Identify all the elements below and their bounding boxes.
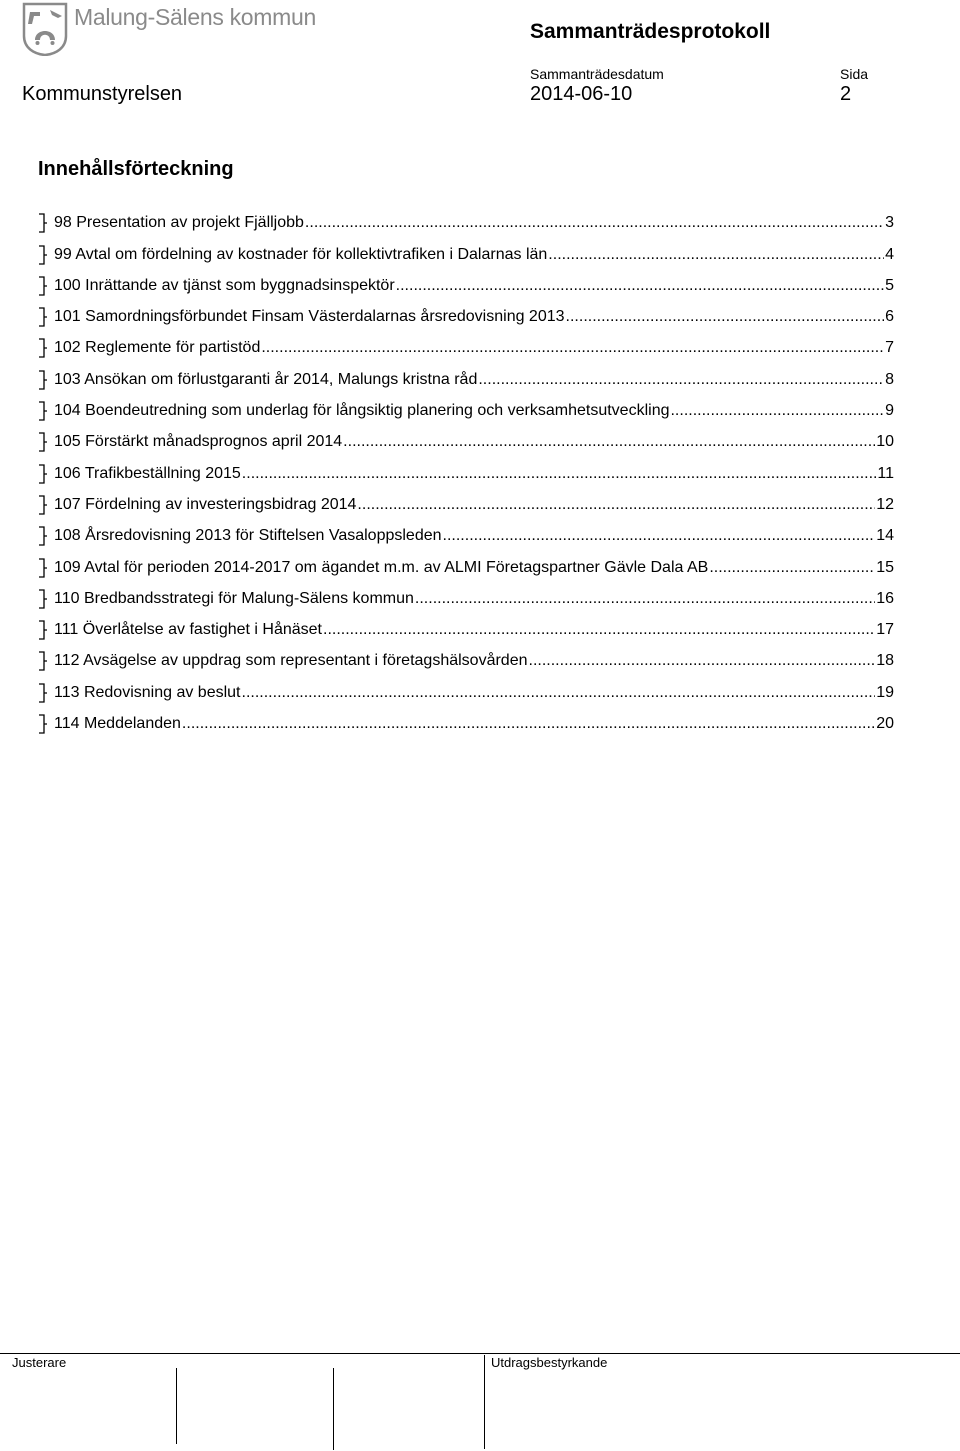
footer-label-justerare: Justerare (12, 1355, 67, 1370)
toc-dot-leader (529, 650, 876, 672)
toc-entry-title: 99 Avtal om fördelning av kostnader för kollektivtrafiken i Dalarnas län (54, 245, 548, 263)
toc-entry-page: 11 (877, 464, 894, 482)
toc-entry[interactable] (38, 485, 894, 516)
toc-entry[interactable] (38, 391, 894, 422)
toc-dot-leader (709, 557, 875, 579)
toc-entry-page: 3 (885, 214, 894, 232)
toc-dot-leader (242, 463, 877, 485)
toc-dot-leader (182, 713, 875, 735)
toc-entry[interactable] (38, 422, 894, 453)
toc-dot-leader (396, 275, 884, 297)
toc-entry[interactable] (38, 704, 894, 735)
toc-bracket-icon (38, 400, 48, 422)
toc-entry-page: 5 (885, 276, 894, 294)
toc-entry-page: 18 (876, 652, 894, 670)
toc-entry-page: 15 (876, 558, 894, 576)
toc-entry-page: 16 (876, 589, 894, 607)
page-number-value: 2 (840, 83, 852, 105)
toc-dot-leader (415, 588, 875, 610)
signature-box-divider (176, 1368, 177, 1444)
meeting-date-value: 2014-06-10 (530, 83, 633, 105)
toc-bracket-icon (38, 369, 48, 391)
toc-entry[interactable] (38, 359, 894, 390)
toc-bracket-icon (38, 619, 48, 641)
toc-entry[interactable] (38, 610, 894, 641)
toc-entry-page: 12 (876, 495, 894, 513)
toc-entry-title: 106 Trafikbeställning 2015 (54, 464, 241, 482)
toc-entry[interactable] (38, 641, 894, 672)
toc-bracket-icon (38, 650, 48, 672)
toc-entry-title: 112 Avsägelse av uppdrag som representant i företagshälsovården (54, 652, 528, 670)
toc-bracket-icon (38, 494, 48, 516)
toc-bracket-icon (38, 244, 48, 266)
toc-entry[interactable] (38, 516, 894, 547)
toc-bracket-icon (38, 212, 48, 234)
toc-dot-leader (242, 682, 876, 704)
toc-entry-title: 111 Överlåtelse av fastighet i Hånäset (54, 621, 322, 639)
toc-dot-leader (566, 306, 885, 328)
toc-entry-page: 17 (876, 621, 894, 639)
toc-bracket-icon (38, 275, 48, 297)
signature-box-divider (333, 1368, 334, 1450)
toc-bracket-icon (38, 337, 48, 359)
toc-entry-title: 105 Förstärkt månadsprognos april 2014 (54, 433, 343, 451)
document-title: Sammanträdesprotokoll (530, 20, 771, 43)
municipality-name: Malung-Sälens kommun (74, 4, 317, 30)
toc-entry-page: 9 (885, 402, 894, 420)
toc-dot-leader (478, 369, 884, 391)
toc-dot-leader (548, 244, 884, 266)
toc-entry[interactable] (38, 203, 894, 234)
toc-dot-leader (343, 431, 875, 453)
toc-entry-title: 113 Redovisning av beslut (54, 683, 241, 701)
toc-entry-title: 107 Fördelning av investeringsbidrag 2014 (54, 495, 357, 513)
toc-entry-page: 7 (885, 339, 894, 357)
toc-entry-title: 102 Reglemente för partistöd (54, 339, 261, 357)
toc-entry-page: 20 (876, 715, 894, 733)
toc-heading: Innehållsförteckning (38, 158, 234, 180)
toc-entry-page: 14 (876, 527, 894, 545)
toc-bracket-icon (38, 682, 48, 704)
toc-entry-page: 8 (885, 370, 894, 388)
toc-entry-title: 100 Inrättande av tjänst som byggnadsinspektör (54, 276, 395, 294)
meeting-date-label: Sammanträdesdatum (530, 66, 664, 82)
toc-bracket-icon (38, 431, 48, 453)
toc-entry-title: 101 Samordningsförbundet Finsam Västerdalarnas årsredovisning 2013 (54, 308, 565, 326)
toc-dot-leader (357, 494, 875, 516)
toc-entry[interactable] (38, 297, 894, 328)
toc-bracket-icon (38, 713, 48, 735)
toc-dot-leader (670, 400, 884, 422)
toc-entry-title: 110 Bredbandsstrategi för Malung-Sälens kommun (54, 589, 414, 607)
toc-entry[interactable] (38, 579, 894, 610)
toc-bracket-icon (38, 306, 48, 328)
toc-entry[interactable] (38, 328, 894, 359)
page-number-label: Sida (840, 66, 869, 82)
toc-dot-leader (443, 525, 876, 547)
horseshoe-crest-icon (22, 2, 68, 56)
toc-entry-title: 109 Avtal för perioden 2014-2017 om ägandet m.m. av ALMI Företagspartner Gävle Dala AB (54, 558, 709, 576)
toc-bracket-icon (38, 463, 48, 485)
toc-entry-title: 103 Ansökan om förlustgaranti år 2014, Malungs kristna råd (54, 370, 478, 388)
toc-entry[interactable] (38, 547, 894, 578)
toc-entry-page: 19 (876, 683, 894, 701)
toc-dot-leader (323, 619, 875, 641)
toc-bracket-icon (38, 525, 48, 547)
toc-entry-title: 98 Presentation av projekt Fjälljobb (54, 214, 304, 232)
footer-label-utdragsbestyrkande: Utdragsbestyrkande (491, 1355, 608, 1370)
toc-entry[interactable] (38, 234, 894, 265)
footer-divider (0, 1353, 960, 1354)
toc-bracket-icon (38, 557, 48, 579)
toc-entry-title: 108 Årsredovisning 2013 för Stiftelsen Vasaloppsleden (54, 527, 442, 545)
toc-entry-page: 4 (885, 245, 894, 263)
signature-box-divider (484, 1355, 485, 1449)
toc-dot-leader (261, 337, 884, 359)
table-of-contents (38, 203, 894, 735)
toc-entry-title: 114 Meddelanden (54, 715, 181, 733)
toc-entry[interactable] (38, 672, 894, 703)
toc-entry-page: 10 (876, 433, 894, 451)
municipality-logo (22, 2, 68, 56)
toc-entry-page: 6 (885, 308, 894, 326)
toc-entry[interactable] (38, 266, 894, 297)
toc-entry[interactable] (38, 453, 894, 484)
toc-dot-leader (305, 212, 884, 234)
organization-name: Kommunstyrelsen (22, 83, 183, 105)
toc-entry-title: 104 Boendeutredning som underlag för långsiktig planering och verksamhetsutveckling (54, 402, 670, 420)
toc-bracket-icon (38, 588, 48, 610)
